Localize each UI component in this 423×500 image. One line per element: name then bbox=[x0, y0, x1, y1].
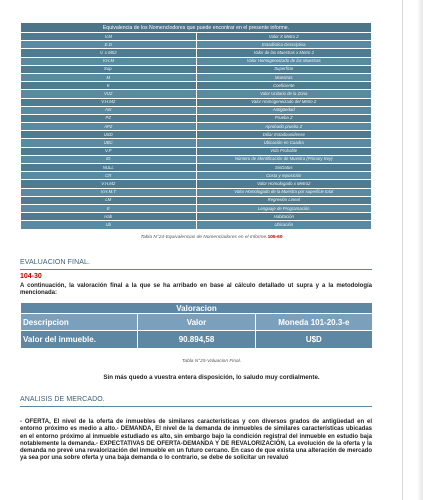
equivalence-meaning: Regresión Lineal bbox=[196, 196, 372, 204]
equivalence-meaning: Dólar Estadounidense bbox=[196, 131, 372, 139]
equivalence-code: LM bbox=[21, 196, 197, 204]
equivalence-code: UBC bbox=[21, 139, 197, 147]
valuation-col-value: Valor bbox=[138, 314, 255, 331]
equivalence-meaning: SinDatos bbox=[196, 164, 372, 172]
equivalence-row bbox=[21, 114, 372, 122]
equivalences-caption-text: Tabla N°24-Equivalencias de Nomencladores en el Informe. bbox=[140, 235, 268, 240]
equivalence-meaning: Valor de las Muestras x Metro 2 bbox=[196, 49, 372, 57]
equivalence-code: K bbox=[21, 82, 197, 90]
equivalence-row bbox=[21, 180, 372, 188]
equivalence-meaning: Valor Unitario de la Zona bbox=[196, 90, 372, 98]
equivalence-meaning: Superficie bbox=[196, 65, 372, 73]
evaluacion-intro: A continuación, la valoración final a la que se ha arribado en base al cálculo detallado ut supra y a la metodología mencionada: bbox=[20, 283, 372, 297]
equivalence-code: V.P bbox=[21, 147, 197, 155]
equivalence-meaning: Antigüedad bbox=[196, 106, 372, 114]
page-edge-line bbox=[402, 0, 403, 500]
equivalence-code: E bbox=[21, 204, 197, 212]
equivalences-caption-ref: 105-60 bbox=[267, 235, 283, 240]
equivalence-row bbox=[21, 172, 372, 180]
equivalence-meaning: Coeficiente bbox=[196, 82, 372, 90]
equivalence-row bbox=[21, 131, 372, 139]
equivalence-meaning: Ubicación en Cuadra bbox=[196, 139, 372, 147]
equivalence-row bbox=[21, 155, 372, 163]
equivalence-row bbox=[21, 188, 372, 196]
equivalences-caption bbox=[0, 235, 423, 240]
equivalence-row bbox=[21, 221, 372, 229]
evaluacion-title: EVALUACION FINAL. bbox=[20, 259, 91, 266]
equivalence-code: V.M bbox=[21, 33, 197, 41]
equivalence-code: Ub bbox=[21, 221, 197, 229]
equivalence-row bbox=[21, 90, 372, 98]
valuation-row-currency: U$D bbox=[255, 331, 372, 349]
mercado-text: - OFERTA, El nivel de la oferta de inmuebles de similares caracteristicas y con diversos grados de antigüedad en el entorno próximo es medio a alto.- DEMANDA, El nivel de la demanda de inmuebles de similares características ubicadas en el entorno próximo al inmueble estudiado es alto, sin embargo bajo la condición registral del inmueble en estudio baja notablemente la demanda.- EXPECTATIVAS DE OFERTA-DEMANDA Y DE REVALORIZACIÓN, La evolución de la oferta y la demanda no prevé una revalorización del inmueble en un futuro cercano. En caso de que exista una alteración de mercado ya sea por una sobre oferta y una baja demanda o lo contrario, se debe de solicitar un revaluó bbox=[20, 419, 372, 462]
equivalence-row bbox=[21, 41, 372, 49]
valuation-table bbox=[20, 302, 373, 349]
closing-text: Sin más quedo a vuestra entera disposición, lo saludo muy cordialmente. bbox=[103, 374, 320, 381]
equivalences-table bbox=[20, 22, 372, 230]
equivalence-row bbox=[21, 164, 372, 172]
equivalence-code: V.H.M.T bbox=[21, 188, 197, 196]
equivalence-code: VUZ bbox=[21, 90, 197, 98]
equivalence-code: V.H.M bbox=[21, 57, 197, 65]
page-shadow bbox=[417, 0, 423, 500]
equivalence-code: ID bbox=[21, 155, 197, 163]
equivalence-meaning: Aprobado prueba Z bbox=[196, 123, 372, 131]
equivalence-row bbox=[21, 98, 372, 106]
equivalence-row bbox=[21, 123, 372, 131]
equivalence-row bbox=[21, 196, 372, 204]
equivalence-code: Ant bbox=[21, 106, 197, 114]
equivalence-code: CR bbox=[21, 172, 197, 180]
equivalence-code: V.H.M2 bbox=[21, 98, 197, 106]
equivalence-code: Hab bbox=[21, 213, 197, 221]
equivalence-meaning: Costa y reposición bbox=[196, 172, 372, 180]
valuation-caption: Tabla N°25-Valuacion Final. bbox=[181, 359, 242, 364]
equivalence-row bbox=[21, 106, 372, 114]
equivalence-meaning: Vida Probable bbox=[196, 147, 372, 155]
equivalence-row bbox=[21, 65, 372, 73]
equivalence-meaning: Valor X Metro 2 bbox=[196, 33, 372, 41]
equivalence-code: PZ bbox=[21, 114, 197, 122]
equivalence-code: E.D bbox=[21, 41, 197, 49]
mercado-rule bbox=[20, 406, 372, 407]
equivalence-row bbox=[21, 73, 372, 81]
equivalence-meaning: Muestras bbox=[196, 73, 372, 81]
valuation-title: Valoracion bbox=[21, 303, 373, 314]
equivalence-code: NULL bbox=[21, 164, 197, 172]
valuation-col-currency: Moneda 101-20.3-e bbox=[255, 314, 372, 331]
equivalence-code: Sup. bbox=[21, 65, 197, 73]
equivalence-row bbox=[21, 82, 372, 90]
equivalence-meaning: Lenguaje de Programación bbox=[196, 204, 372, 212]
valuation-col-description: Descripcion bbox=[21, 314, 138, 331]
equivalence-meaning: Número de Identificación de Muestra (Primary Key) bbox=[196, 155, 372, 163]
equivalence-row bbox=[21, 49, 372, 57]
valuation-row-label: Valor del inmueble. bbox=[21, 331, 138, 349]
valuation-row-value: 90.894,58 bbox=[138, 331, 255, 349]
equivalence-meaning: Habitación bbox=[196, 213, 372, 221]
equivalence-meaning: Estadística Descriptiva bbox=[196, 41, 372, 49]
equivalences-body bbox=[21, 33, 372, 230]
equivalence-code: APZ bbox=[21, 123, 197, 131]
equivalence-meaning: Prueba Z bbox=[196, 114, 372, 122]
equivalence-row bbox=[21, 57, 372, 65]
equivalence-meaning: Valor Homologado x Metro2 bbox=[196, 180, 372, 188]
equivalence-row bbox=[21, 33, 372, 41]
evaluacion-ref: 104-30 bbox=[20, 273, 42, 280]
equivalence-row bbox=[21, 204, 372, 212]
evaluacion-rule bbox=[20, 269, 372, 270]
equivalence-code: USD bbox=[21, 131, 197, 139]
equivalence-code: M bbox=[21, 73, 197, 81]
equivalences-header: Equivalencia de los Nomenclodores que puede encontrar en el presente informe. bbox=[21, 23, 372, 33]
equivalence-row bbox=[21, 147, 372, 155]
equivalence-meaning: Valor Homogeneizado de las Muestras bbox=[196, 57, 372, 65]
equivalence-row bbox=[21, 139, 372, 147]
equivalence-code: V.H.M2 bbox=[21, 180, 197, 188]
equivalence-meaning: Valor Homologado de la Muestra por superficie total bbox=[196, 188, 372, 196]
equivalence-row bbox=[21, 213, 372, 221]
mercado-title: ANALISIS DE MERCADO. bbox=[20, 396, 105, 403]
equivalence-code: V. x Mtr2 bbox=[21, 49, 197, 57]
equivalence-meaning: Ubicación bbox=[196, 221, 372, 229]
equivalence-meaning: Valor Homogeneizado del Metro 2 bbox=[196, 98, 372, 106]
